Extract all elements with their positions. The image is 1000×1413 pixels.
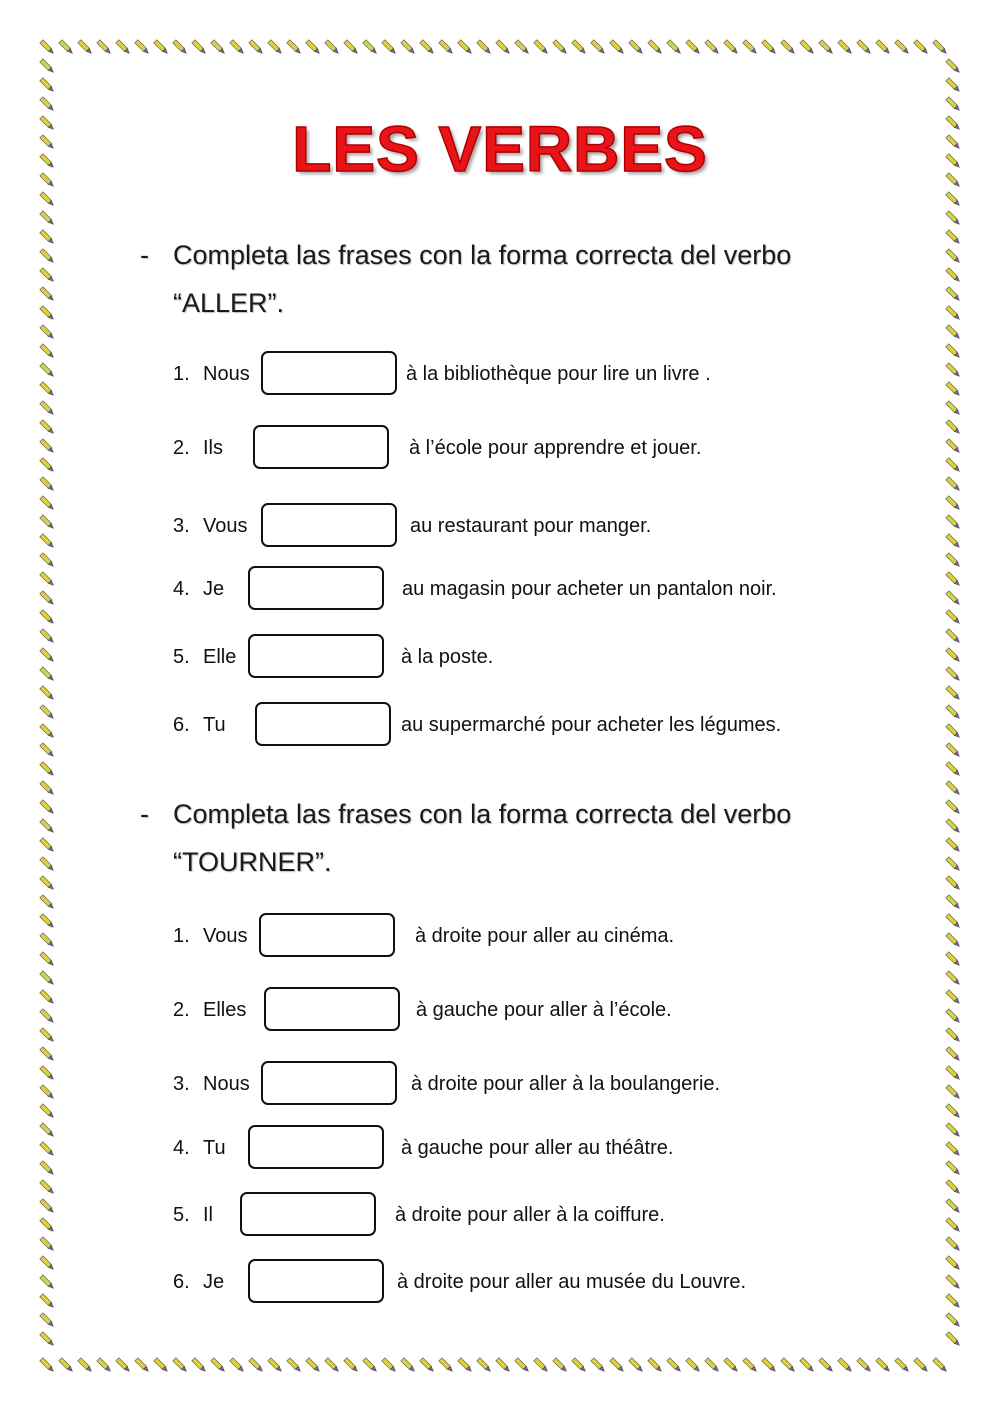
item-sentence: à la bibliothèque pour lire un livre . bbox=[406, 363, 711, 385]
pencil-icon bbox=[192, 1358, 207, 1373]
pencil-icon bbox=[268, 1358, 283, 1373]
item-number: 3. bbox=[173, 1073, 190, 1095]
pencil-icon bbox=[946, 534, 961, 549]
pencil-icon bbox=[40, 1161, 55, 1176]
pencil-icon bbox=[496, 40, 511, 55]
pencil-icon bbox=[946, 743, 961, 758]
pencil-icon bbox=[946, 1085, 961, 1100]
pencil-icon bbox=[743, 1358, 758, 1373]
pencil-icon bbox=[946, 667, 961, 682]
pencil-icon bbox=[946, 781, 961, 796]
answer-input[interactable] bbox=[253, 425, 389, 469]
pencil-icon bbox=[946, 1104, 961, 1119]
item-number: 5. bbox=[173, 646, 190, 668]
pencil-icon bbox=[40, 230, 55, 245]
pencil-icon bbox=[40, 363, 55, 378]
item-subject: Je bbox=[203, 578, 225, 600]
pencil-icon bbox=[211, 1358, 226, 1373]
pencil-icon bbox=[40, 857, 55, 872]
pencil-icon bbox=[40, 610, 55, 625]
item-subject: Nous bbox=[203, 363, 250, 385]
pencil-icon bbox=[116, 1358, 131, 1373]
pencil-icon bbox=[420, 1358, 435, 1373]
pencil-icon bbox=[946, 496, 961, 511]
pencil-icon bbox=[946, 382, 961, 397]
item-sentence: à gauche pour aller à l’école. bbox=[416, 999, 672, 1021]
pencil-icon bbox=[40, 382, 55, 397]
pencil-icon bbox=[946, 287, 961, 302]
pencil-icon bbox=[40, 1066, 55, 1081]
pencil-icon bbox=[78, 40, 93, 55]
pencil-icon bbox=[724, 1358, 739, 1373]
pencil-icon bbox=[477, 40, 492, 55]
item-sentence: à droite pour aller à la boulangerie. bbox=[411, 1073, 721, 1095]
instruction-aller bbox=[140, 231, 860, 327]
item-number: 1. bbox=[173, 925, 190, 947]
pencil-icon bbox=[496, 1358, 511, 1373]
pencil-icon bbox=[40, 40, 55, 55]
pencil-icon bbox=[534, 40, 549, 55]
pencil-icon bbox=[946, 192, 961, 207]
item-sentence: au supermarché pour acheter les légumes. bbox=[401, 714, 782, 736]
item-number: 5. bbox=[173, 1204, 190, 1226]
pencil-icon bbox=[591, 40, 606, 55]
pencil-icon bbox=[946, 515, 961, 530]
pencil-icon bbox=[40, 705, 55, 720]
pencil-icon bbox=[173, 1358, 188, 1373]
pencil-icon bbox=[154, 40, 169, 55]
answer-input[interactable] bbox=[261, 1061, 397, 1105]
pencil-icon bbox=[40, 1104, 55, 1119]
pencil-icon bbox=[946, 306, 961, 321]
pencil-icon bbox=[249, 40, 264, 55]
pencil-icon bbox=[857, 1358, 872, 1373]
pencil-icon bbox=[705, 1358, 720, 1373]
pencil-icon bbox=[946, 857, 961, 872]
pencil-icon bbox=[946, 762, 961, 777]
pencil-icon bbox=[946, 59, 961, 74]
instruction-line1: Completa las frases con la forma correcta del verbo bbox=[173, 799, 792, 829]
pencil-icon bbox=[895, 1358, 910, 1373]
pencil-icon bbox=[591, 1358, 606, 1373]
pencil-icon bbox=[40, 1180, 55, 1195]
pencil-icon bbox=[40, 971, 55, 986]
pencil-icon bbox=[781, 40, 796, 55]
pencil-icon bbox=[946, 249, 961, 264]
pencil-icon bbox=[40, 1047, 55, 1062]
pencil-icon bbox=[895, 40, 910, 55]
pencil-icon bbox=[946, 1218, 961, 1233]
pencil-icon bbox=[40, 648, 55, 663]
pencil-icon bbox=[40, 572, 55, 587]
pencil-icon bbox=[648, 1358, 663, 1373]
pencil-icon bbox=[946, 1123, 961, 1138]
pencil-icon bbox=[344, 1358, 359, 1373]
pencil-icon bbox=[40, 591, 55, 606]
pencil-icon bbox=[933, 1358, 948, 1373]
pencil-icon bbox=[382, 40, 397, 55]
pencil-icon bbox=[946, 1066, 961, 1081]
pencil-icon bbox=[287, 1358, 302, 1373]
item-number: 2. bbox=[173, 437, 190, 459]
item-subject: Ils bbox=[203, 437, 223, 459]
answer-input[interactable] bbox=[261, 503, 397, 547]
pencil-icon bbox=[40, 1009, 55, 1024]
pencil-icon bbox=[946, 819, 961, 834]
pencil-icon bbox=[325, 1358, 340, 1373]
pencil-icon bbox=[946, 439, 961, 454]
pencil-icon bbox=[40, 287, 55, 302]
pencil-icon bbox=[946, 629, 961, 644]
item-number: 6. bbox=[173, 1271, 190, 1293]
pencil-icon bbox=[59, 1358, 74, 1373]
pencil-icon bbox=[40, 458, 55, 473]
pencil-icon bbox=[135, 1358, 150, 1373]
pencil-icon bbox=[629, 1358, 644, 1373]
pencil-icon bbox=[40, 629, 55, 644]
pencil-icon bbox=[40, 325, 55, 340]
pencil-icon bbox=[914, 1358, 929, 1373]
pencil-icon bbox=[946, 952, 961, 967]
pencil-icon bbox=[762, 1358, 777, 1373]
pencil-icon bbox=[876, 40, 891, 55]
pencil-icon bbox=[40, 1256, 55, 1271]
pencil-icon bbox=[946, 1180, 961, 1195]
pencil-icon bbox=[946, 1313, 961, 1328]
item-number: 6. bbox=[173, 714, 190, 736]
pencil-icon bbox=[705, 40, 720, 55]
answer-input[interactable] bbox=[248, 634, 384, 678]
pencil-icon bbox=[946, 268, 961, 283]
item-number: 3. bbox=[173, 515, 190, 537]
pencil-icon bbox=[946, 1332, 961, 1347]
item-sentence: à droite pour aller à la coiffure. bbox=[395, 1204, 665, 1226]
pencil-icon bbox=[40, 420, 55, 435]
pencil-icon bbox=[40, 439, 55, 454]
pencil-icon bbox=[40, 819, 55, 834]
page-title: LES VERBES bbox=[292, 113, 708, 185]
pencil-icon bbox=[40, 59, 55, 74]
item-subject: Je bbox=[203, 1271, 225, 1293]
instruction-line2: “TOURNER”. bbox=[173, 847, 332, 877]
pencil-icon bbox=[686, 40, 701, 55]
pencil-icon bbox=[40, 1294, 55, 1309]
pencil-icon bbox=[515, 1358, 530, 1373]
pencil-icon bbox=[401, 40, 416, 55]
pencil-icon bbox=[192, 40, 207, 55]
pencil-icon bbox=[946, 572, 961, 587]
pencil-icon bbox=[946, 838, 961, 853]
pencil-icon bbox=[40, 306, 55, 321]
pencil-icon bbox=[946, 876, 961, 891]
item-sentence: à l’école pour apprendre et jouer. bbox=[409, 437, 702, 459]
pencil-icon bbox=[306, 1358, 321, 1373]
pencil-icon bbox=[838, 1358, 853, 1373]
pencil-icon bbox=[946, 78, 961, 93]
item-subject: Elle bbox=[203, 646, 237, 668]
pencil-icon bbox=[40, 344, 55, 359]
pencil-icon bbox=[946, 344, 961, 359]
pencil-icon bbox=[946, 97, 961, 112]
item-sentence: au magasin pour acheter un pantalon noir. bbox=[402, 578, 777, 600]
pencil-icon bbox=[40, 477, 55, 492]
pencil-icon bbox=[40, 1142, 55, 1157]
pencil-icon bbox=[610, 40, 625, 55]
pencil-icon bbox=[477, 1358, 492, 1373]
instruction-line2: “ALLER”. bbox=[173, 288, 285, 318]
item-subject: Vous bbox=[203, 515, 248, 537]
pencil-icon bbox=[667, 40, 682, 55]
pencil-icon bbox=[40, 1275, 55, 1290]
pencil-icon bbox=[135, 40, 150, 55]
pencil-icon bbox=[40, 192, 55, 207]
item-number: 2. bbox=[173, 999, 190, 1021]
pencil-icon bbox=[458, 1358, 473, 1373]
pencil-icon bbox=[946, 1142, 961, 1157]
pencil-icon bbox=[946, 933, 961, 948]
pencil-icon bbox=[59, 40, 74, 55]
pencil-icon bbox=[40, 1218, 55, 1233]
instruction-line1: Completa las frases con la forma correcta del verbo bbox=[173, 240, 792, 270]
pencil-icon bbox=[946, 1028, 961, 1043]
pencil-icon bbox=[800, 40, 815, 55]
pencil-icon bbox=[40, 1332, 55, 1347]
pencil-icon bbox=[946, 914, 961, 929]
pencil-icon bbox=[857, 40, 872, 55]
item-subject: Elles bbox=[203, 999, 247, 1021]
pencil-icon bbox=[946, 477, 961, 492]
answer-input[interactable] bbox=[259, 913, 395, 957]
pencil-icon bbox=[40, 1199, 55, 1214]
pencil-icon bbox=[610, 1358, 625, 1373]
pencil-icon bbox=[40, 838, 55, 853]
pencil-icon bbox=[946, 420, 961, 435]
pencil-icon bbox=[553, 40, 568, 55]
pencil-icon bbox=[40, 781, 55, 796]
answer-input[interactable] bbox=[248, 566, 384, 610]
pencil-icon bbox=[40, 743, 55, 758]
pencil-icon bbox=[572, 1358, 587, 1373]
pencil-icon bbox=[534, 1358, 549, 1373]
pencil-icon bbox=[819, 40, 834, 55]
item-number: 1. bbox=[173, 363, 190, 385]
pencil-icon bbox=[40, 952, 55, 967]
pencil-icon bbox=[40, 914, 55, 929]
pencil-icon bbox=[946, 230, 961, 245]
pencil-icon bbox=[914, 40, 929, 55]
item-subject: Tu bbox=[203, 714, 226, 736]
pencil-icon bbox=[724, 40, 739, 55]
item-sentence: à droite pour aller au musée du Louvre. bbox=[397, 1271, 747, 1293]
pencil-icon bbox=[40, 1237, 55, 1252]
pencil-icon bbox=[116, 40, 131, 55]
pencil-icon bbox=[439, 1358, 454, 1373]
instruction-dash: - bbox=[140, 799, 149, 829]
pencil-icon bbox=[40, 401, 55, 416]
pencil-icon bbox=[946, 971, 961, 986]
pencil-icon bbox=[946, 1047, 961, 1062]
pencil-icon bbox=[344, 40, 359, 55]
pencil-icon bbox=[97, 1358, 112, 1373]
pencil-icon bbox=[667, 1358, 682, 1373]
pencil-icon bbox=[154, 1358, 169, 1373]
pencil-icon bbox=[946, 990, 961, 1005]
pencil-icon bbox=[40, 876, 55, 891]
instruction-dash: - bbox=[140, 240, 149, 270]
pencil-icon bbox=[420, 40, 435, 55]
pencil-icon bbox=[946, 363, 961, 378]
item-sentence: à gauche pour aller au théâtre. bbox=[401, 1137, 674, 1159]
item-number: 4. bbox=[173, 1137, 190, 1159]
pencil-icon bbox=[946, 705, 961, 720]
pencil-icon bbox=[946, 211, 961, 226]
pencil-icon bbox=[40, 667, 55, 682]
pencil-icon bbox=[40, 78, 55, 93]
answer-input[interactable] bbox=[248, 1125, 384, 1169]
pencil-icon bbox=[268, 40, 283, 55]
pencil-icon bbox=[838, 40, 853, 55]
pencil-icon bbox=[40, 1358, 55, 1373]
pencil-icon bbox=[78, 1358, 93, 1373]
answer-input[interactable] bbox=[261, 351, 397, 395]
pencil-icon bbox=[40, 211, 55, 226]
pencil-icon bbox=[946, 1009, 961, 1024]
pencil-icon bbox=[40, 1028, 55, 1043]
pencil-icon bbox=[946, 895, 961, 910]
pencil-icon bbox=[382, 1358, 397, 1373]
pencil-icon bbox=[629, 40, 644, 55]
pencil-icon bbox=[515, 40, 530, 55]
pencil-icon bbox=[553, 1358, 568, 1373]
pencil-icon bbox=[40, 97, 55, 112]
pencil-icon bbox=[97, 40, 112, 55]
pencil-icon bbox=[40, 990, 55, 1005]
pencil-icon bbox=[946, 686, 961, 701]
pencil-icon bbox=[946, 401, 961, 416]
pencil-icon bbox=[946, 800, 961, 815]
item-subject: Il bbox=[203, 1204, 213, 1226]
pencil-icon bbox=[287, 40, 302, 55]
pencil-icon bbox=[40, 1123, 55, 1138]
pencil-icon bbox=[946, 1256, 961, 1271]
pencil-icon bbox=[946, 553, 961, 568]
pencil-icon bbox=[173, 40, 188, 55]
pencil-icon bbox=[946, 610, 961, 625]
pencil-icon bbox=[40, 534, 55, 549]
item-subject: Nous bbox=[203, 1073, 250, 1095]
item-subject: Vous bbox=[203, 925, 248, 947]
pencil-icon bbox=[946, 325, 961, 340]
pencil-icon bbox=[743, 40, 758, 55]
pencil-icon bbox=[40, 800, 55, 815]
item-subject: Tu bbox=[203, 1137, 226, 1159]
pencil-icon bbox=[40, 1085, 55, 1100]
pencil-icon bbox=[946, 724, 961, 739]
pencil-icon bbox=[946, 1294, 961, 1309]
item-sentence: à la poste. bbox=[401, 646, 494, 668]
pencil-icon bbox=[800, 1358, 815, 1373]
pencil-icon bbox=[946, 648, 961, 663]
pencil-icon bbox=[762, 40, 777, 55]
pencil-icon bbox=[401, 1358, 416, 1373]
pencil-icon bbox=[572, 40, 587, 55]
pencil-icon bbox=[946, 1199, 961, 1214]
pencil-icon bbox=[230, 1358, 245, 1373]
answer-input[interactable] bbox=[240, 1192, 376, 1236]
item-number: 4. bbox=[173, 578, 190, 600]
pencil-icon bbox=[40, 496, 55, 511]
pencil-icon bbox=[40, 268, 55, 283]
pencil-icon bbox=[363, 1358, 378, 1373]
pencil-icon bbox=[439, 40, 454, 55]
item-sentence: au restaurant pour manger. bbox=[410, 515, 652, 537]
pencil-icon bbox=[325, 40, 340, 55]
answer-input[interactable] bbox=[255, 702, 391, 746]
pencil-icon bbox=[306, 40, 321, 55]
pencil-icon bbox=[40, 553, 55, 568]
answer-input[interactable] bbox=[264, 987, 400, 1031]
pencil-icon bbox=[686, 1358, 701, 1373]
pencil-icon bbox=[249, 1358, 264, 1373]
pencil-icon bbox=[40, 686, 55, 701]
pencil-icon bbox=[819, 1358, 834, 1373]
pencil-icon bbox=[933, 40, 948, 55]
pencil-icon bbox=[40, 933, 55, 948]
instruction-tourner bbox=[140, 790, 860, 886]
pencil-icon bbox=[363, 40, 378, 55]
pencil-icon bbox=[458, 40, 473, 55]
pencil-icon bbox=[230, 40, 245, 55]
pencil-icon bbox=[781, 1358, 796, 1373]
pencil-icon bbox=[946, 591, 961, 606]
pencil-icon bbox=[946, 1161, 961, 1176]
pencil-icon bbox=[648, 40, 663, 55]
pencil-icon bbox=[876, 1358, 891, 1373]
pencil-icon bbox=[40, 895, 55, 910]
pencil-icon bbox=[40, 762, 55, 777]
pencil-icon bbox=[40, 249, 55, 264]
pencil-icon bbox=[40, 515, 55, 530]
pencil-icon bbox=[946, 1275, 961, 1290]
item-sentence: à droite pour aller au cinéma. bbox=[415, 925, 675, 947]
pencil-icon bbox=[946, 1237, 961, 1252]
pencil-icon bbox=[946, 458, 961, 473]
pencil-icon bbox=[211, 40, 226, 55]
pencil-icon bbox=[40, 724, 55, 739]
pencil-icon bbox=[40, 1313, 55, 1328]
answer-input[interactable] bbox=[248, 1259, 384, 1303]
